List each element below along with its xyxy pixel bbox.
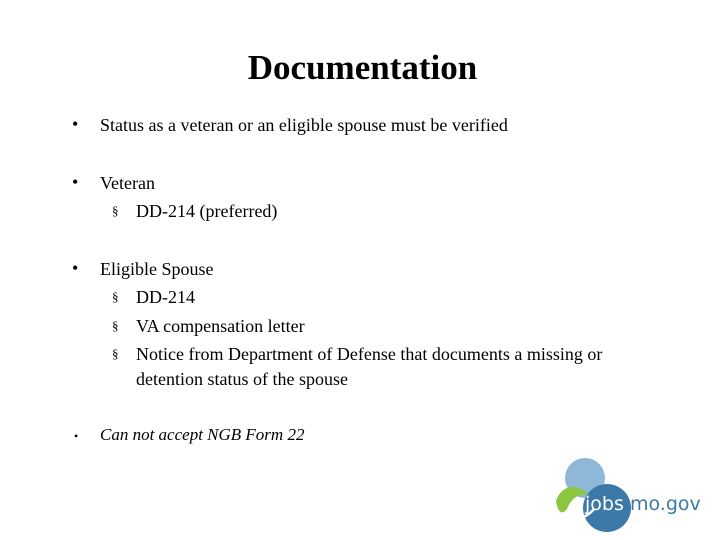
sub-bullet-icon: §	[112, 346, 119, 361]
sub-bullet-dd214: DD-214	[136, 287, 195, 307]
bullet-ngb-form-note: Can not accept NGB Form 22	[100, 425, 305, 444]
logo-text-jobs: jobs	[585, 493, 624, 515]
logo-text-domain: mo.gov	[630, 493, 701, 515]
bullet-veteran: Veteran	[100, 173, 155, 193]
bullet-icon: •	[74, 429, 79, 443]
bullet-eligible-spouse: Eligible Spouse	[100, 259, 214, 279]
sub-bullet-va-letter: VA compensation letter	[136, 316, 305, 336]
bullet-icon: •	[72, 258, 79, 278]
bullet-icon: •	[72, 114, 79, 134]
sub-bullet-icon: §	[112, 203, 119, 218]
sub-bullet-dod-notice-continued: detention status of the spouse	[136, 369, 348, 389]
slide-title: Documentation	[247, 48, 478, 87]
sub-bullet-icon: §	[112, 289, 119, 304]
bullet-status-verification: Status as a veteran or an eligible spouse must be verified	[100, 115, 508, 135]
sub-bullet-icon: §	[112, 318, 119, 333]
bullet-icon: •	[72, 172, 79, 192]
sub-bullet-dod-notice: Notice from Department of Defense that documents a missing or	[136, 344, 603, 364]
sub-bullet-dd214-preferred: DD-214 (preferred)	[136, 201, 278, 221]
